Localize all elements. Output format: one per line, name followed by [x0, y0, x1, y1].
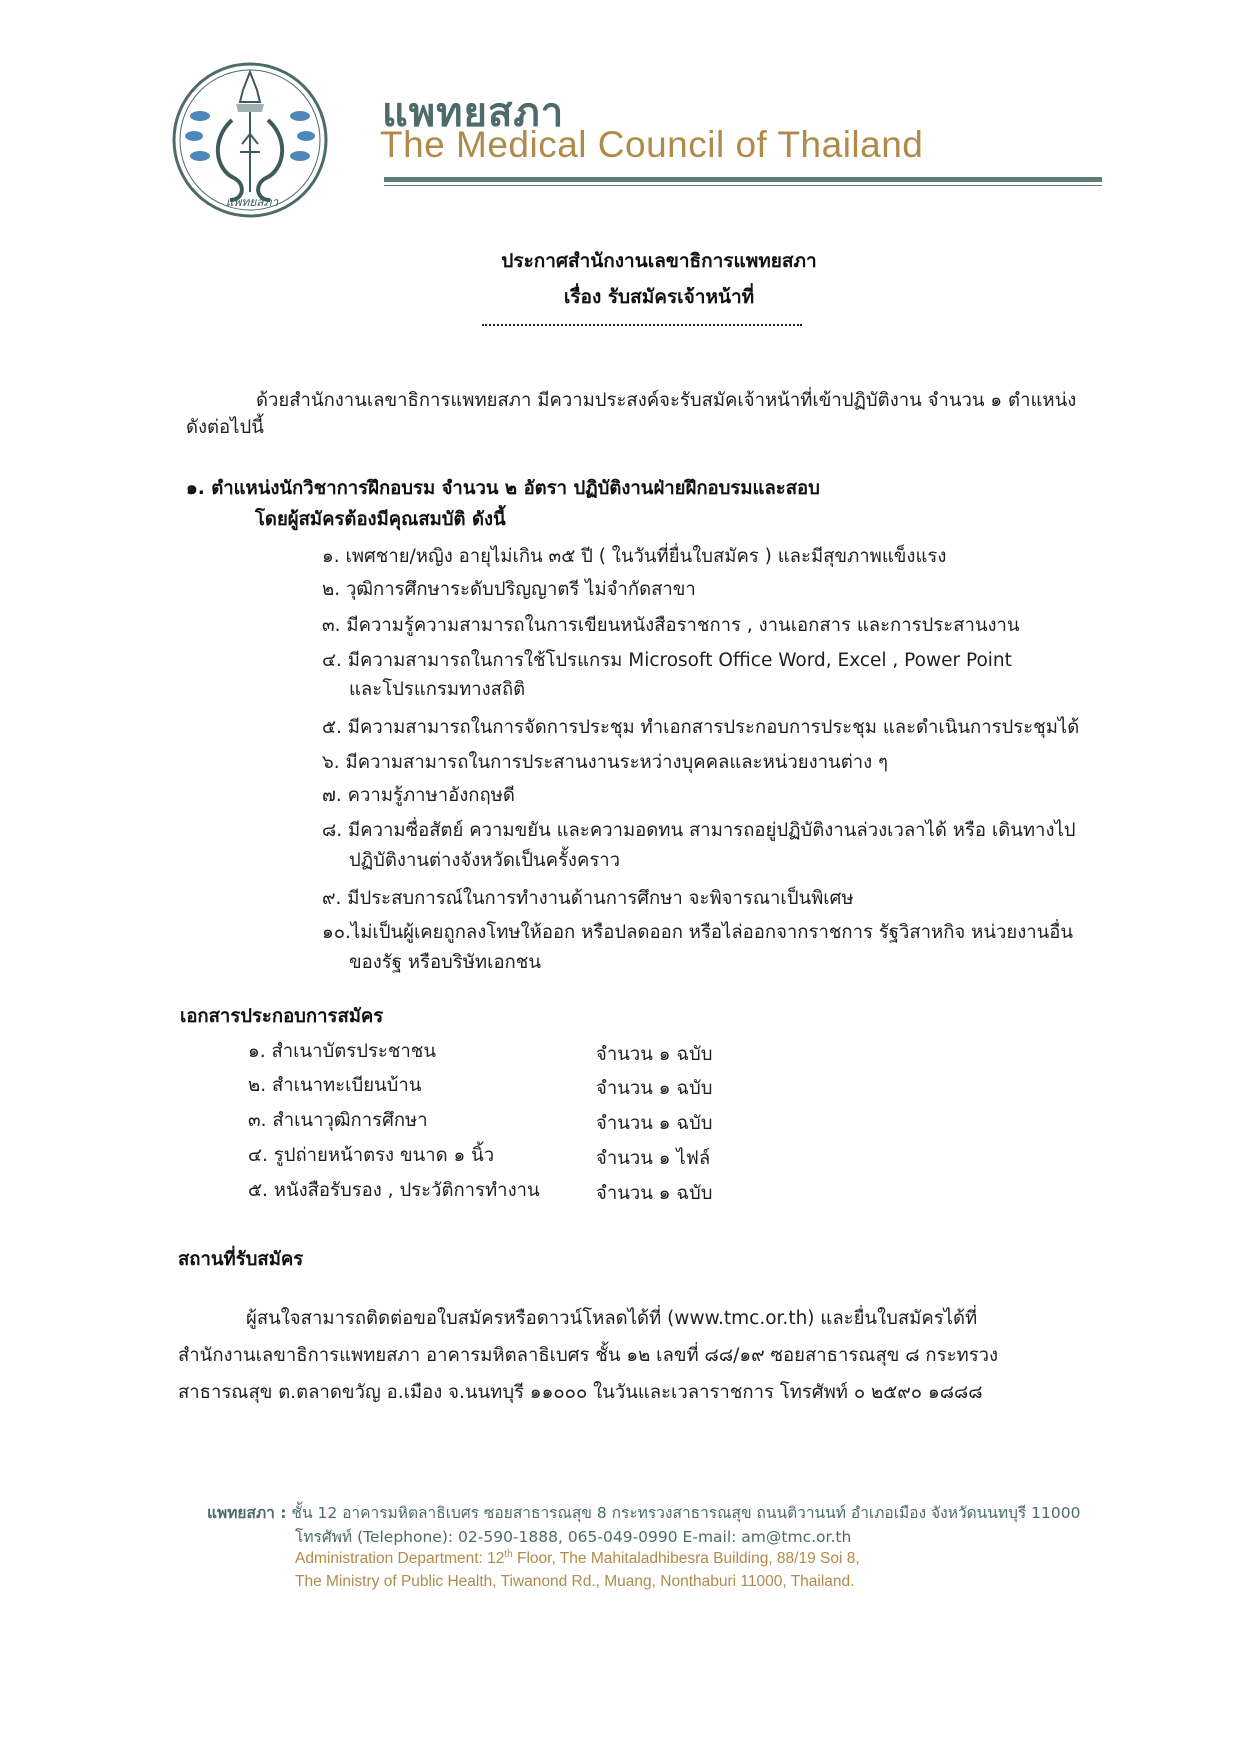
position-subheading: โดยผู้สมัครต้องมีคุณสมบัติ ดังนี้ — [255, 509, 506, 530]
qualification-item-cont: ปฏิบัติงานต่างจังหวัดเป็นครั้งคราว — [349, 850, 621, 871]
qualification-item: ๑๐.ไม่เป็นผู้เคยถูกลงโทษให้ออก หรือปลดออก หรือไล่ออกจากราชการ รัฐวิสาหกิจ หน่วยงานอื่น — [322, 922, 1074, 943]
document-item-name: ๒. สำเนาทะเบียนบ้าน — [248, 1075, 422, 1096]
footer-address-th: ชั้น 12 อาคารมหิตลาธิเบศร ซอยสาธารณสุข 8 กระทรวงสาธารณสุข ถนนติวานนท์ อำเภอเมือง จังหวัดนนทบุรี 11000 — [291, 1504, 1081, 1522]
medical-council-seal-icon — [170, 60, 330, 220]
title-dotted-divider — [482, 316, 802, 326]
footer-en-prefix: Administration Department: 12 — [295, 1550, 505, 1568]
footer-label: แพทยสภา : — [207, 1504, 287, 1522]
footer-en-line-2: The Ministry of Public Health, Tiwanond Rd., Muang, Nonthaburi 11000, Thailand. — [295, 1573, 855, 1590]
announcement-title: ประกาศสำนักงานเลขาธิการแพทยสภา — [501, 250, 817, 272]
qualification-item: ๙. มีประสบการณ์ในการทำงานด้านการศึกษา จะพิจารณาเป็นพิเศษ — [322, 888, 854, 909]
location-line-3: สาธารณสุข ต.ตลาดขวัญ อ.เมือง จ.นนทบุรี ๑๑๐๐๐ ในวันและเวลาราชการ โทรศัพท์ ๐ ๒๕๙๐ ๑๘๘๘ — [178, 1382, 983, 1403]
org-name-th: แพทยสภา — [382, 90, 565, 136]
announcement-subject: เรื่อง รับสมัครเจ้าหน้าที่ — [563, 286, 755, 308]
qualification-item: ๒. วุฒิการศึกษาระดับปริญญาตรี ไม่จำกัดสาขา — [322, 579, 696, 600]
document-item-qty: จำนวน ๑ ฉบับ — [596, 1113, 713, 1134]
document-item-qty: จำนวน ๑ ฉบับ — [596, 1044, 713, 1065]
footer-address-row — [207, 1500, 1080, 1525]
document-item-name: ๑. สำเนาบัตรประชาชน — [248, 1041, 436, 1062]
seal-text: แพทยสภา — [225, 195, 279, 209]
qualification-item: ๖. มีความสามารถในการประสานงานระหว่างบุคคลและหน่วยงานต่าง ๆ — [322, 752, 888, 773]
location-line-1: ผู้สนใจสามารถติดต่อขอใบสมัครหรือดาวน์โหลดได้ที่ (www.tmc.or.th) และยื่นใบสมัครได้ที่ — [246, 1308, 978, 1329]
intro-line-1: ด้วยสำนักงานเลขาธิการแพทยสภา มีความประสงค์จะรับสมัคเจ้าหน้าที่เข้าปฏิบัติงาน จำนวน ๑ ตำแหน่ง — [256, 390, 1077, 411]
document-item-qty: จำนวน ๑ ฉบับ — [596, 1078, 713, 1099]
document-item-name: ๔. รูปถ่ายหน้าตรง ขนาด ๑ นิ้ว — [248, 1145, 495, 1166]
document-item-qty: จำนวน ๑ ฉบับ — [596, 1183, 713, 1204]
document-item-qty: จำนวน ๑ ไฟล์ — [596, 1148, 711, 1169]
qualification-item: ๘. มีความซื่อสัตย์ ความขยัน และความอดทน สามารถอยู่ปฏิบัติงานล่วงเวลาได้ หรือ เดินทางไป — [322, 820, 1076, 841]
qualification-item: ๔. มีความสามารถในการใช้โปรแกรม Microsoft Office Word, Excel , Power Point — [322, 650, 1012, 671]
qualification-item-cont: และโปรแกรมทางสถิติ — [349, 679, 526, 700]
document-item-name: ๕. หนังสือรับรอง , ประวัติการทำงาน — [248, 1180, 540, 1201]
location-line-2: สำนักงานเลขาธิการแพทยสภา อาคารมหิตลาธิเบศร ชั้น ๑๒ เลขที่ ๘๘/๑๙ ซอยสาธารณสุข ๘ กระทรวง — [178, 1345, 999, 1366]
intro-line-2: ดังต่อไปนี้ — [186, 417, 264, 438]
header-rule — [384, 177, 1102, 182]
footer-phone: โทรศัพท์ (Telephone): 02-590-1888, 065-049-0990 E-mail: am@tmc.or.th — [295, 1528, 852, 1546]
qualification-item: ๗. ความรู้ภาษาอังกฤษดี — [322, 785, 515, 806]
footer-en-line-1 — [295, 1549, 860, 1568]
location-heading: สถานที่รับสมัคร — [178, 1249, 304, 1270]
footer-en-sup: th — [504, 1549, 513, 1560]
qualification-item: ๑. เพศชาย/หญิง อายุไม่เกิน ๓๕ ปี ( ในวันที่ยื่นใบสมัคร ) และมีสุขภาพแข็งแรง — [322, 546, 947, 567]
documents-heading: เอกสารประกอบการสมัคร — [180, 1006, 384, 1027]
position-heading: ๑. ตำแหน่งนักวิชาการฝึกอบรม จำนวน ๒ อัตรา ปฏิบัติงานฝ่ายฝึกอบรมและสอบ — [186, 478, 820, 499]
qualification-item: ๕. มีความสามารถในการจัดการประชุม ทำเอกสารประกอบการประชุม และดำเนินการประชุมได้ — [322, 717, 1080, 738]
footer-en-suffix: Floor, The Mahitaladhibesra Building, 88/19 Soi 8, — [512, 1550, 860, 1568]
header-rule-thin — [384, 185, 1102, 186]
org-name-en: The Medical Council of Thailand — [380, 124, 924, 165]
document-item-name: ๓. สำเนาวุฒิการศึกษา — [248, 1110, 428, 1131]
qualification-item-cont: ของรัฐ หรือบริษัทเอกชน — [349, 952, 541, 973]
qualification-item: ๓. มีความรู้ความสามารถในการเขียนหนังสือราชการ , งานเอกสาร และการประสานงาน — [322, 615, 1020, 636]
